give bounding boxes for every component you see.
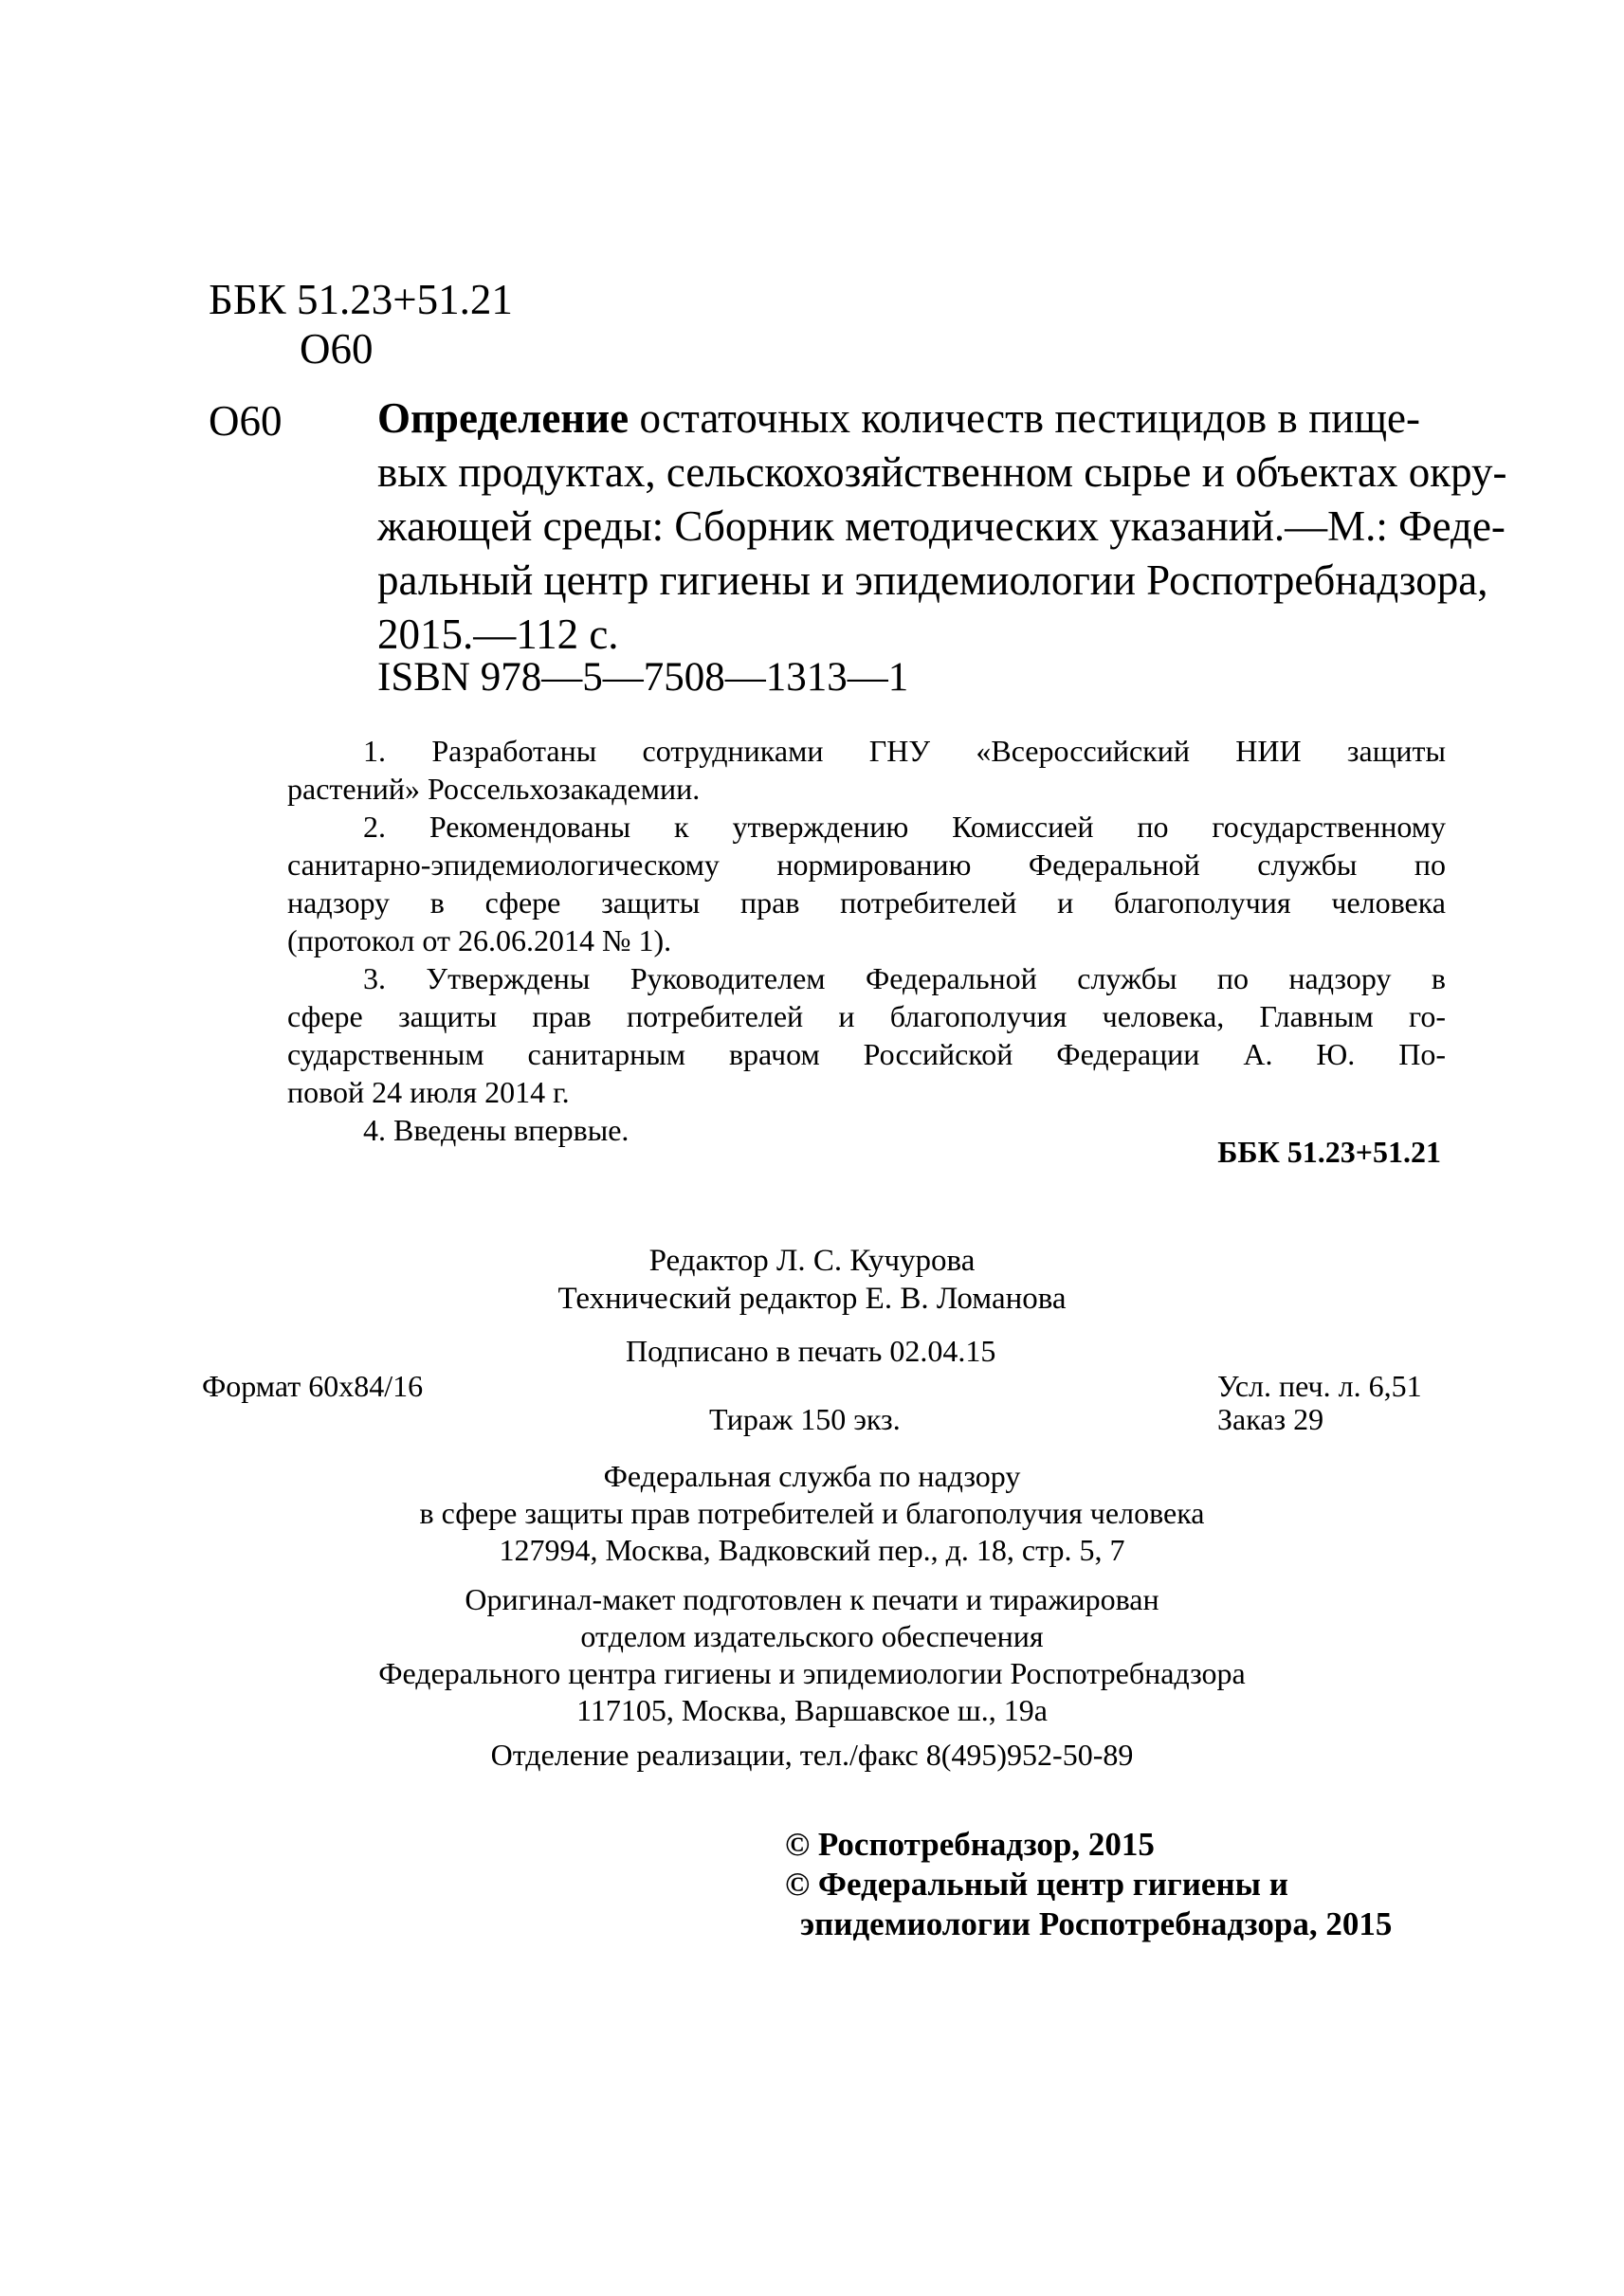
note-2-line: 2. Рекомендованы к утверждению Комиссией по государственному bbox=[363, 810, 1446, 844]
notes-list bbox=[287, 732, 1446, 1149]
note-3-line: 3. Утверждены Руководителем Федеральной службы по надзору в bbox=[363, 961, 1446, 995]
note-1-line: растений» Россельхозакадемии. bbox=[287, 772, 701, 806]
printer-line: отделом издательского обеспечения bbox=[580, 1619, 1044, 1653]
order-number: Заказ 29 bbox=[1217, 1402, 1324, 1436]
sales-department bbox=[0, 1737, 1624, 1774]
publisher-line: в сфере защиты прав потребителей и благополучия человека bbox=[419, 1496, 1205, 1530]
bibliographic-description bbox=[377, 392, 1507, 662]
note-4-line: 4. Введены впервые. bbox=[363, 1113, 630, 1147]
printer-line: Федерального центра гигиены и эпидемиологии Роспотребнадзора bbox=[378, 1656, 1246, 1690]
signed-to-print: Подписано в печать 02.04.15 bbox=[626, 1334, 996, 1368]
printed-sheets: Усл. печ. л. 6,51 bbox=[1217, 1369, 1422, 1403]
copyright-line: © Роспотребнадзор, 2015 bbox=[785, 1826, 1155, 1863]
tech-editor: Технический редактор Е. В. Ломанова bbox=[557, 1282, 1067, 1316]
printer-info bbox=[0, 1581, 1624, 1729]
paper-format: Формат 60x84/16 bbox=[202, 1369, 424, 1403]
description-line: 2015.—112 с. bbox=[377, 610, 619, 658]
isbn: ISBN 978—5—7508—1313—1 bbox=[377, 655, 909, 700]
publisher-line: 127994, Москва, Вадковский пер., д. 18, стр. 5, 7 bbox=[499, 1533, 1125, 1567]
editors bbox=[0, 1242, 1624, 1318]
note-3-line: сфере защиты прав потребителей и благополучия человека, Главным го- bbox=[287, 999, 1446, 1033]
print-run: Тираж 150 экз. bbox=[709, 1402, 901, 1436]
note-2-line: (протокол от 26.06.2014 № 1). bbox=[287, 923, 672, 957]
author-code: О60 bbox=[300, 325, 374, 373]
bbk-classification-right: ББК 51.23+51.21 bbox=[1217, 1135, 1441, 1169]
note-2-line: надзору в сфере защиты прав потребителей и благополучия человека bbox=[287, 885, 1446, 920]
description-line: ральный центр гигиены и эпидемиологии Роспотребнадзора, bbox=[377, 556, 1488, 604]
description-line: Определение остаточных количеств пестицидов в пище- bbox=[377, 394, 1420, 442]
printer-line: Оригинал-макет подготовлен к печати и тиражирован bbox=[465, 1582, 1159, 1616]
bbk-classification: ББК 51.23+51.21 bbox=[209, 276, 513, 323]
editor: Редактор Л. С. Кучурова bbox=[648, 1244, 976, 1278]
note-2-line: санитарно-эпидемиологическому нормированию Федеральной службы по bbox=[287, 847, 1446, 882]
sales-line: Отделение реализации, тел./факс 8(495)952-50-89 bbox=[490, 1738, 1134, 1772]
note-1-line: 1. Разработаны сотрудниками ГНУ «Всероссийский НИИ защиты bbox=[363, 734, 1446, 768]
publisher-info bbox=[0, 1458, 1624, 1569]
printer-line: 117105, Москва, Варшавское ш., 19а bbox=[576, 1693, 1048, 1727]
publisher-line: Федеральная служба по надзору bbox=[603, 1459, 1021, 1493]
description-line: жающей среды: Сборник методических указаний.—М.: Феде- bbox=[377, 502, 1505, 550]
author-code-left: О60 bbox=[209, 397, 283, 445]
copyright-line: © Федеральный центр гигиены и bbox=[785, 1866, 1288, 1903]
note-3-line: сударственным санитарным врачом Российской Федерации А. Ю. По- bbox=[287, 1037, 1446, 1071]
description-line: вых продуктах, сельскохозяйственном сырье и объектах окру- bbox=[377, 448, 1507, 496]
copyright-line: эпидемиологии Роспотребнадзора, 2015 bbox=[800, 1905, 1393, 1942]
note-3-line: повой 24 июля 2014 г. bbox=[287, 1075, 570, 1109]
copyright bbox=[785, 1825, 1392, 1944]
